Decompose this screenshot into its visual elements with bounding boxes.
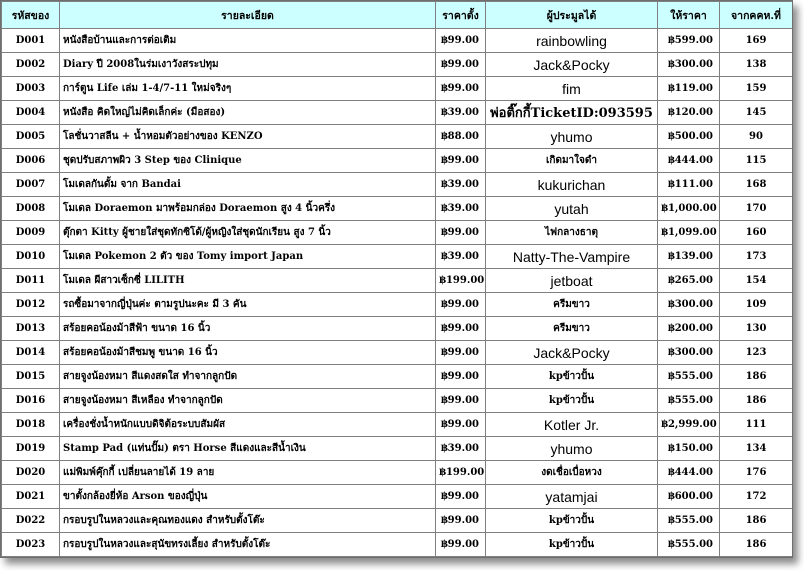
winner-cell: ครีมขาว	[486, 293, 658, 317]
final-price-cell: ฿2,999.00	[658, 413, 720, 437]
code-cell: D018	[2, 413, 60, 437]
from-member-cell: 170	[720, 197, 793, 221]
table-row	[2, 29, 793, 53]
code-cell: D002	[2, 53, 60, 77]
description-cell: หนังสือบ้านและการต่อเติม	[60, 29, 436, 53]
from-member-cell: 186	[720, 365, 793, 389]
table-row	[2, 149, 793, 173]
table-row	[2, 197, 793, 221]
final-price-cell: ฿444.00	[658, 461, 720, 485]
final-price-cell: ฿500.00	[658, 125, 720, 149]
description-cell: โลชั่นวาสลีน + น้ำหอมตัวอย่างของ KENZO	[60, 125, 436, 149]
code-cell: D006	[2, 149, 60, 173]
description-cell: รถซื้อมาจากญี่ปุ่นค่ะ ตามรูปนะคะ มี 3 คัน	[60, 293, 436, 317]
from-member-cell: 160	[720, 221, 793, 245]
code-cell: D022	[2, 509, 60, 533]
code-cell: D003	[2, 77, 60, 101]
description-cell: โมเดล Pokemon 2 ตัว ของ Tomy import Japan	[60, 245, 436, 269]
header-final-price: ให้ราคา	[658, 2, 720, 29]
description-cell: Diary ปี 2008ในร่มเงาวังสระปทุม	[60, 53, 436, 77]
description-cell: การ์ตูน Life เล่ม 1-4/7-11 ใหม่จริงๆ	[60, 77, 436, 101]
winner-cell: Kotler Jr.	[486, 413, 658, 437]
final-price-cell: ฿119.00	[658, 77, 720, 101]
starting-price-cell: ฿39.00	[436, 173, 486, 197]
code-cell: D011	[2, 269, 60, 293]
description-cell: ตุ๊กตา Kitty ผู้ชายใส่ชุดทักซิโด้/ผู้หญิงใส่ชุดนักเรียน สูง 7 นิ้ว	[60, 221, 436, 245]
final-price-cell: ฿555.00	[658, 365, 720, 389]
final-price-cell: ฿111.00	[658, 173, 720, 197]
from-member-cell: 186	[720, 533, 793, 557]
description-cell: กรอบรูปในหลวงและคุณทองแดง สำหรับตั้งโต๊ะ	[60, 509, 436, 533]
description-cell: ขาตั้งกล้องยี่ห้อ Arson ของญี่ปุ่น	[60, 485, 436, 509]
from-member-cell: 169	[720, 29, 793, 53]
from-member-cell: 168	[720, 173, 793, 197]
winner-cell: งดเชื่อเบื่อหวง	[486, 461, 658, 485]
starting-price-cell: ฿39.00	[436, 437, 486, 461]
table-row	[2, 317, 793, 341]
final-price-cell: ฿139.00	[658, 245, 720, 269]
table-row	[2, 53, 793, 77]
from-member-cell: 134	[720, 437, 793, 461]
code-cell: D001	[2, 29, 60, 53]
table-row	[2, 533, 793, 557]
final-price-cell: ฿1,099.00	[658, 221, 720, 245]
winner-cell: ไฟกลางธาตุ	[486, 221, 658, 245]
code-cell: D019	[2, 437, 60, 461]
from-member-cell: 145	[720, 101, 793, 125]
from-member-cell: 173	[720, 245, 793, 269]
final-price-cell: ฿1,000.00	[658, 197, 720, 221]
from-member-cell: 154	[720, 269, 793, 293]
table-row	[2, 341, 793, 365]
description-cell: สายจูงน้องหมา สีแดงสดใส ทำจากลูกปัด	[60, 365, 436, 389]
code-cell: D004	[2, 101, 60, 125]
table-row	[2, 413, 793, 437]
from-member-cell: 186	[720, 509, 793, 533]
final-price-cell: ฿555.00	[658, 509, 720, 533]
winner-cell: kpข้าวปั้น	[486, 533, 658, 557]
starting-price-cell: ฿99.00	[436, 149, 486, 173]
description-cell: Stamp Pad (แท่นปั๊ม) ตรา Horse สีแดงและสีน้ำเงิน	[60, 437, 436, 461]
final-price-cell: ฿265.00	[658, 269, 720, 293]
table-row	[2, 125, 793, 149]
from-member-cell: 123	[720, 341, 793, 365]
table-row	[2, 269, 793, 293]
from-member-cell: 176	[720, 461, 793, 485]
description-cell: สร้อยคอน้องม้าสีชมพู ขนาด 16 นิ้ว	[60, 341, 436, 365]
table-row	[2, 293, 793, 317]
final-price-cell: ฿300.00	[658, 341, 720, 365]
winner-cell: Natty-The-Vampire	[486, 245, 658, 269]
from-member-cell: 186	[720, 389, 793, 413]
winner-cell: kukurichan	[486, 173, 658, 197]
code-cell: D013	[2, 317, 60, 341]
header-description: รายละเอียด	[60, 2, 436, 29]
starting-price-cell: ฿99.00	[436, 293, 486, 317]
table-row	[2, 245, 793, 269]
starting-price-cell: ฿99.00	[436, 365, 486, 389]
from-member-cell: 109	[720, 293, 793, 317]
final-price-cell: ฿444.00	[658, 149, 720, 173]
code-cell: D009	[2, 221, 60, 245]
starting-price-cell: ฿99.00	[436, 509, 486, 533]
winner-cell: Jack&Pocky	[486, 341, 658, 365]
from-member-cell: 130	[720, 317, 793, 341]
description-cell: แม่พิมพ์คุ๊กกี้ เปลี่ยนลายได้ 19 ลาย	[60, 461, 436, 485]
winner-cell: yutah	[486, 197, 658, 221]
table-row	[2, 437, 793, 461]
code-cell: D008	[2, 197, 60, 221]
winner-cell: kpข้าวปั้น	[486, 365, 658, 389]
winner-cell: พ่อติ๊กกี้TicketID:093595	[486, 101, 658, 125]
starting-price-cell: ฿39.00	[436, 101, 486, 125]
auction-results-table	[1, 1, 793, 557]
starting-price-cell: ฿39.00	[436, 197, 486, 221]
description-cell: หนังสือ คิดใหญ่ไม่คิดเล็กค่ะ (มือสอง)	[60, 101, 436, 125]
code-cell: D020	[2, 461, 60, 485]
code-cell: D012	[2, 293, 60, 317]
header-starting-price: ราคาตั้ง	[436, 2, 486, 29]
header-from-member: จากคคห.ที่	[720, 2, 793, 29]
starting-price-cell: ฿99.00	[436, 389, 486, 413]
starting-price-cell: ฿99.00	[436, 413, 486, 437]
starting-price-cell: ฿199.00	[436, 461, 486, 485]
winner-cell: rainbowling	[486, 29, 658, 53]
table-row	[2, 389, 793, 413]
final-price-cell: ฿300.00	[658, 293, 720, 317]
code-cell: D015	[2, 365, 60, 389]
table-row	[2, 365, 793, 389]
starting-price-cell: ฿88.00	[436, 125, 486, 149]
description-cell: เครื่องชั่งน้ำหนักแบบดิจิต้อระบบสัมผัส	[60, 413, 436, 437]
final-price-cell: ฿555.00	[658, 533, 720, 557]
final-price-cell: ฿300.00	[658, 53, 720, 77]
starting-price-cell: ฿99.00	[436, 221, 486, 245]
starting-price-cell: ฿99.00	[436, 485, 486, 509]
starting-price-cell: ฿99.00	[436, 53, 486, 77]
code-cell: D014	[2, 341, 60, 365]
description-cell: สายจูงน้องหมา สีเหลือง ทำจากลูกปัด	[60, 389, 436, 413]
starting-price-cell: ฿99.00	[436, 77, 486, 101]
description-cell: กรอบรูปในหลวงและสุนัขทรงเลี้ยง สำหรับตั้งโต๊ะ	[60, 533, 436, 557]
code-cell: D005	[2, 125, 60, 149]
starting-price-cell: ฿39.00	[436, 245, 486, 269]
table-row	[2, 173, 793, 197]
winner-cell: เกิดมาใจดำ	[486, 149, 658, 173]
from-member-cell: 172	[720, 485, 793, 509]
final-price-cell: ฿599.00	[658, 29, 720, 53]
starting-price-cell: ฿99.00	[436, 341, 486, 365]
code-cell: D010	[2, 245, 60, 269]
winner-cell: kpข้าวปั้น	[486, 389, 658, 413]
winner-cell: yhumo	[486, 437, 658, 461]
description-cell: โมเดล Doraemon มาพร้อมกล่อง Doraemon สูง 4 นิ้วครึ่ง	[60, 197, 436, 221]
table-row	[2, 77, 793, 101]
from-member-cell: 159	[720, 77, 793, 101]
table-row	[2, 485, 793, 509]
starting-price-cell: ฿99.00	[436, 29, 486, 53]
table-row	[2, 221, 793, 245]
table-row	[2, 509, 793, 533]
final-price-cell: ฿120.00	[658, 101, 720, 125]
header-code: รหัสของ	[2, 2, 60, 29]
code-cell: D021	[2, 485, 60, 509]
final-price-cell: ฿200.00	[658, 317, 720, 341]
winner-cell: yatamjai	[486, 485, 658, 509]
from-member-cell: 138	[720, 53, 793, 77]
header-row	[2, 2, 793, 29]
description-cell: โมเดล ผีสาวเซ็กซี่ LILITH	[60, 269, 436, 293]
final-price-cell: ฿150.00	[658, 437, 720, 461]
table-row	[2, 461, 793, 485]
from-member-cell: 90	[720, 125, 793, 149]
description-cell: โมเดลกันดั้ม จาก Bandai	[60, 173, 436, 197]
starting-price-cell: ฿99.00	[436, 317, 486, 341]
code-cell: D023	[2, 533, 60, 557]
header-winner: ผู้ประมูลได้	[486, 2, 658, 29]
from-member-cell: 115	[720, 149, 793, 173]
table-row	[2, 101, 793, 125]
code-cell: D007	[2, 173, 60, 197]
winner-cell: fim	[486, 77, 658, 101]
description-cell: ชุดปรับสภาพผิว 3 Step ของ Clinique	[60, 149, 436, 173]
starting-price-cell: ฿199.00	[436, 269, 486, 293]
starting-price-cell: ฿99.00	[436, 533, 486, 557]
final-price-cell: ฿600.00	[658, 485, 720, 509]
winner-cell: yhumo	[486, 125, 658, 149]
winner-cell: kpข้าวปั้น	[486, 509, 658, 533]
code-cell: D016	[2, 389, 60, 413]
winner-cell: jetboat	[486, 269, 658, 293]
final-price-cell: ฿555.00	[658, 389, 720, 413]
winner-cell: ครีมขาว	[486, 317, 658, 341]
winner-cell: Jack&Pocky	[486, 53, 658, 77]
description-cell: สร้อยคอน้องม้าสีฟ้า ขนาด 16 นิ้ว	[60, 317, 436, 341]
from-member-cell: 111	[720, 413, 793, 437]
